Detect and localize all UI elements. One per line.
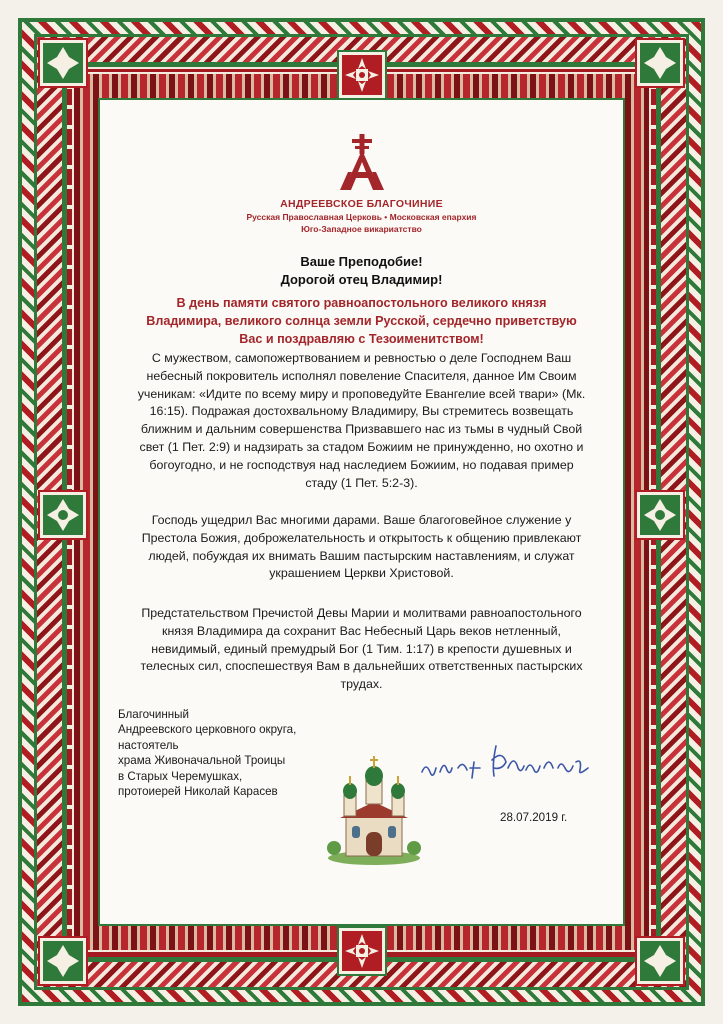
org-subtitle: Русская Православная Церковь • Московская епархия [246,212,477,222]
letter-date: 28.07.2019 г. [500,811,568,824]
ornament-corner-br [637,938,683,984]
handwritten-signature [418,738,598,788]
body-paragraph: Господь ущедрил Вас многими дарами. Ваше благоговейное служение у Престола Божия, доброжелательность и открытость к общению привлекают людей, побуждая их внимать Вашим пастырским наставлениям, и служат украшением Церкви Христовой. [141,513,582,581]
addressee: Дорогой отец Владимир! [280,272,443,287]
ornament-corner-bl [40,938,86,984]
salutation: Ваше Преподобие! [300,254,423,269]
church-illustration-icon [326,754,422,866]
org-title: АНДРЕЕВСКОЕ БЛАГОЧИНИЕ [280,198,443,210]
body-paragraph: Предстательством Пречистой Девы Марии и молитвами равноапостольного князя Владимира да сохранит Вас Небесный Царь веков нетленный, невидимый, единый премудрый Бог (1 Тим. 1:17) в крепости душевных и телесных сил, споспешествуя Вам в дальнейших ответственных пастырских трудах. [140,606,583,692]
lead-paragraph: В день памяти святого равноапостольного великого князя Владимира, великого солнца земли Русской, сердечно приветствую Вас и поздравляю с Тезоименитством! [146,296,577,346]
signer-line: протоиерей Николай Карасев [118,785,278,799]
ornament-motif-left [40,492,86,538]
ornament-corner-tr [637,40,683,86]
ornament-motif-top [339,52,385,98]
signer-line: храма Живоначальной Троицы [118,754,286,768]
letter-content [100,100,623,924]
signer-line: Благочинный [118,708,189,721]
signer-block [118,707,338,799]
org-vicariate: Юго-Западное викариатство [301,224,422,234]
signer-line: настоятель [118,738,179,752]
ornament-motif-bottom [339,928,385,974]
ornament-corner-tl [40,40,86,86]
body-paragraph: С мужеством, самопожертвованием и ревностью о деле Господнем Ваш небесный покровитель исполнял повеление Спасителя, данное Им Своим ученикам: «Идите по всему миру и проповедуйте Евангелие всей твари» (Мк. 16:15). Подражая достохвальному Владимиру, Вы стремитесь возвещать ближним и дальним совершенства Призвавшего нас из тьмы в чудный Свой свет (1 Пет. 2:9) и надзирать за стадом Божиим не принужденно, но охотно и богоугодно, и не господствуя над наследием Божиим, но подавая пример стаду (1 Пет. 5:2-3). [137,351,586,490]
cross-a-monogram-icon [100,134,623,192]
signer-line: в Старых Черемушках, [118,769,243,783]
ornament-motif-right [637,492,683,538]
signer-line: Андреевского церковного округа, [118,723,297,737]
